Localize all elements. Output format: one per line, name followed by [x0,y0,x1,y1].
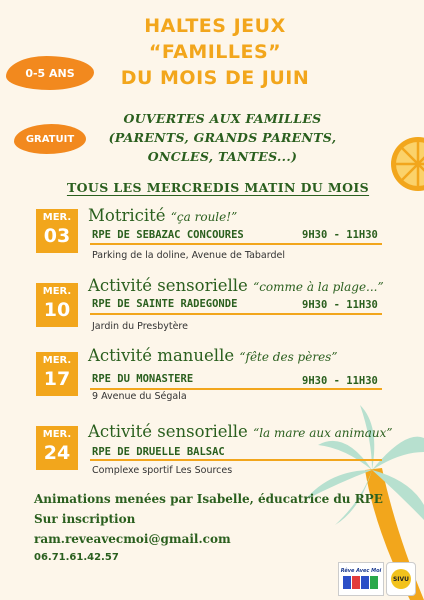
rpe-name: RPE DE DRUELLE BALSAC [92,446,225,458]
reve-avec-moi-logo-text: Rêve Avec Moi [340,568,382,574]
activity-name: Activité sensorielle [88,422,248,441]
rpe-name: RPE DU MONASTERE [92,373,194,385]
activity-title [88,206,237,225]
activity-quote: “la mare aux animaux” [253,426,393,440]
reve-avec-moi-figures-icon [342,574,380,590]
contact-email: ram.reveavecmoi@gmail.com [34,532,231,546]
event-place: 9 Avenue du Ségala [92,391,187,402]
date-day: 03 [43,225,71,247]
divider [90,243,382,245]
orange-slice-icon [388,136,424,192]
subtitle-line-3: ONCLES, TANTES...) [147,149,298,164]
date-day: 17 [43,368,71,390]
date-month: MER. [42,429,72,440]
activity-name: Activité manuelle [88,346,235,365]
event-time: 9H30 - 11H30 [302,375,378,387]
registration-note: Sur inscription [34,512,136,526]
event-place: Complexe sportif Les Sources [92,465,233,476]
sivu-logo-text: SIVU [392,575,410,583]
age-range-badge: 0-5 ANS [6,56,94,90]
free-badge: GRATUIT [14,124,86,154]
subtitle-line-2: (PARENTS, GRANDS PARENTS, [108,130,337,145]
date-badge [36,352,78,396]
activity-title [88,346,337,365]
contact-phone: 06.71.61.42.57 [34,552,119,563]
rpe-name: RPE DE SEBAZAC CONCOURES [92,229,244,241]
event-time: 9H30 - 11H30 [302,299,378,311]
date-badge [36,426,78,470]
event-place: Parking de la doline, Avenue de Tabardel [92,250,286,261]
schedule-heading: TOUS LES MERCREDIS MATIN DU MOIS [66,180,370,195]
title-line-3: DU MOIS DE JUIN [120,67,310,89]
divider [90,459,382,461]
title-line-2: “FAMILLES” [148,41,282,63]
title-line-1: HALTES JEUX [144,15,286,37]
activity-name: Activité sensorielle [88,276,248,295]
activity-name: Motricité [88,206,166,225]
date-month: MER. [42,355,72,366]
animations-note: Animations menées par Isabelle, éducatrice du RPE [34,492,383,506]
activity-title [88,422,393,441]
date-day: 10 [43,299,71,321]
subtitle-line-1: OUVERTES AUX FAMILLES [123,111,322,126]
date-month: MER. [42,286,72,297]
divider [90,388,382,390]
date-badge [36,209,78,253]
sivu-logo-circle [391,569,411,589]
date-badge [36,283,78,327]
event-time: 9H30 - 11H30 [302,229,378,241]
event-place: Jardin du Presbytère [92,321,188,332]
activity-quote: “fête des pères” [239,350,338,364]
reve-avec-moi-logo [338,562,384,596]
divider [90,313,382,315]
rpe-name: RPE DE SAINTE RADEGONDE [92,298,238,310]
activity-quote: “ça roule!” [170,210,238,224]
activity-title [88,276,384,295]
sivu-logo [386,562,416,596]
date-day: 24 [43,442,71,464]
date-month: MER. [42,212,72,223]
activity-quote: “comme à la plage...” [253,280,384,294]
